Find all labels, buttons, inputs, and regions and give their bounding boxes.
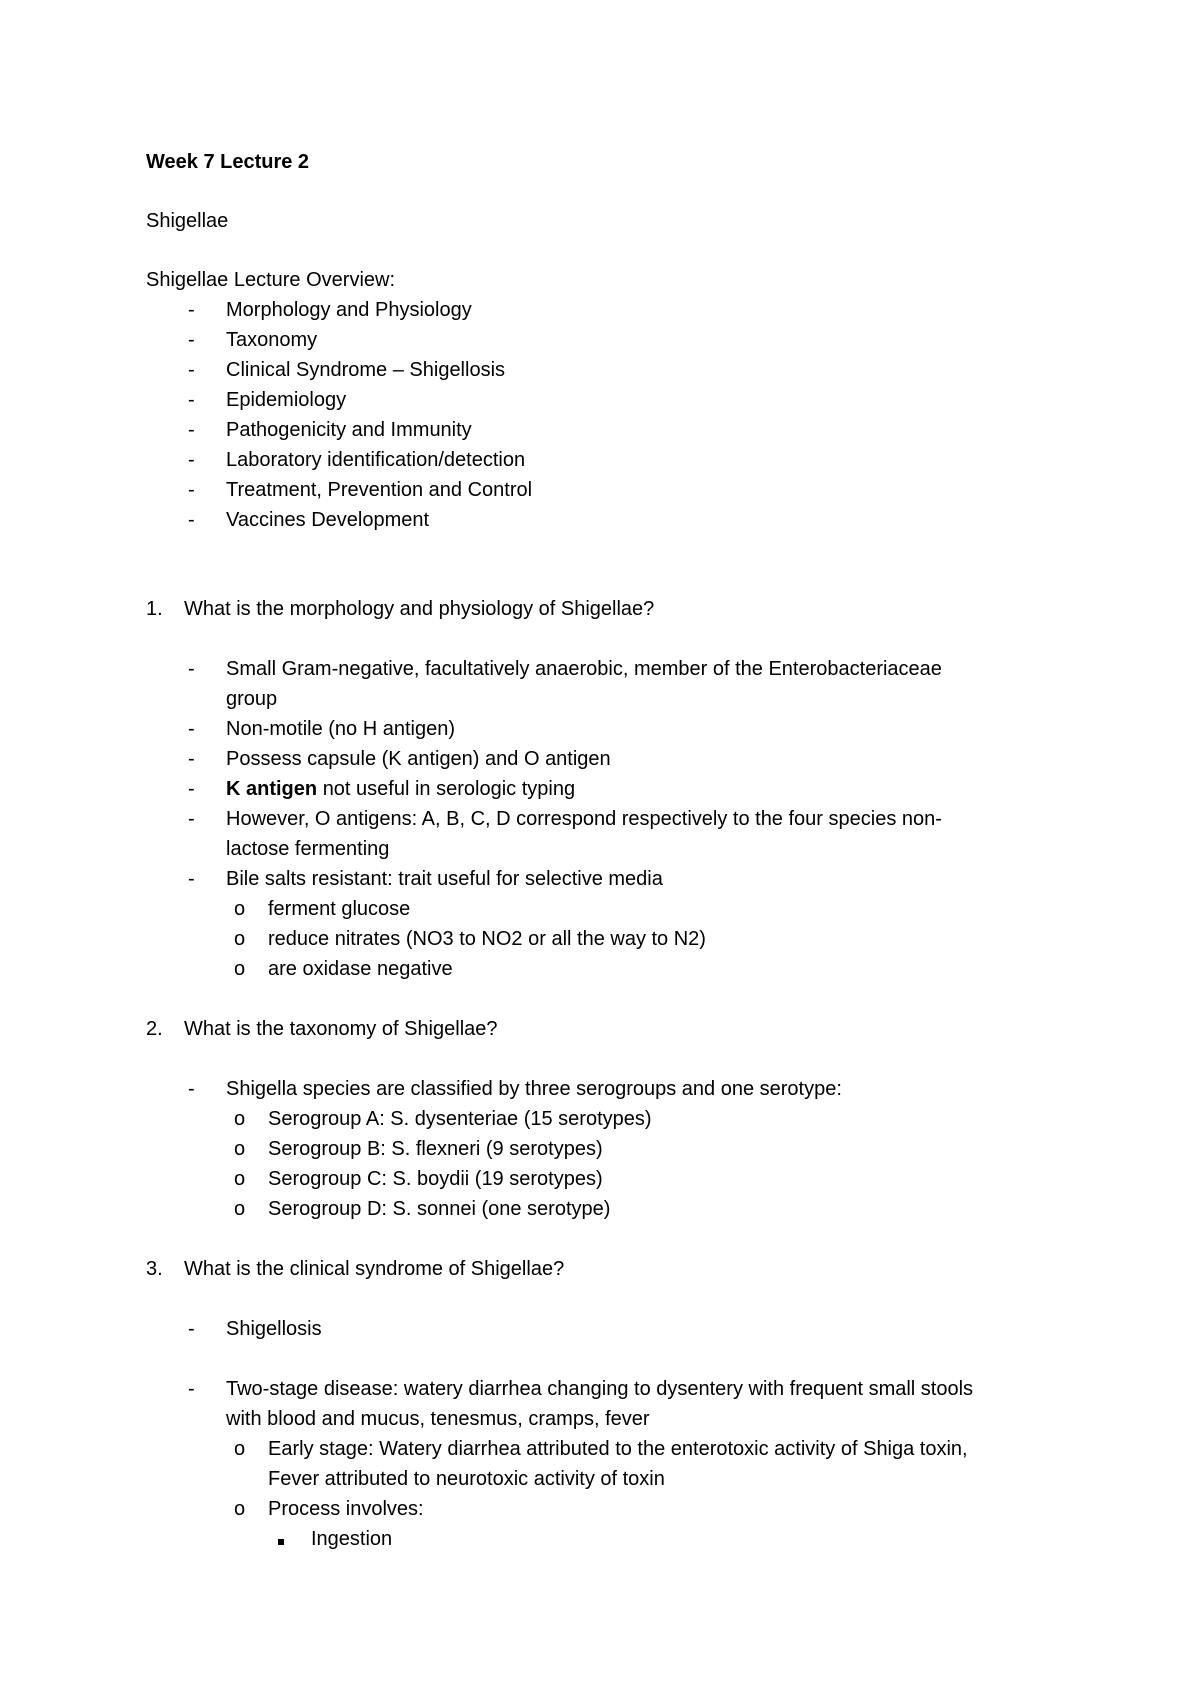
dash-bullet: -	[188, 419, 195, 441]
square-bullet	[278, 1524, 284, 1554]
list-item: Possess capsule (K antigen) and O antigen	[226, 748, 611, 770]
list-item: Taxonomy	[226, 329, 318, 351]
list-item: Pathogenicity and Immunity	[226, 419, 472, 441]
dash-bullet: -	[188, 658, 195, 680]
list-item: Shigellosis	[226, 1318, 322, 1340]
dash-bullet: -	[188, 778, 195, 800]
list-item: Bile salts resistant: trait useful for selective media	[226, 868, 663, 890]
sub-sub-list-item: Ingestion	[311, 1528, 393, 1550]
dash-bullet: -	[188, 449, 195, 471]
page-title: Week 7 Lecture 2	[146, 151, 310, 173]
question-heading: What is the taxonomy of Shigellae?	[184, 1018, 498, 1040]
dash-bullet: -	[188, 299, 195, 321]
circle-bullet: o	[234, 1108, 246, 1130]
dash-bullet: -	[188, 868, 195, 890]
dash-bullet: -	[188, 1378, 195, 1400]
list-item-continuation: with blood and mucus, tenesmus, cramps, fever	[226, 1408, 650, 1430]
circle-bullet: o	[234, 1498, 246, 1520]
dash-bullet: -	[188, 359, 195, 381]
sub-list-item: Serogroup A: S. dysenteriae (15 serotypes)	[268, 1108, 652, 1130]
sub-list-item: Early stage: Watery diarrhea attributed to the enterotoxic activity of Shiga toxin,	[268, 1438, 968, 1460]
dash-bullet: -	[188, 329, 195, 351]
list-item: Epidemiology	[226, 389, 347, 411]
sub-list-item: are oxidase negative	[268, 958, 453, 980]
sub-list-item: ferment glucose	[268, 898, 411, 920]
question-number: 1.	[146, 598, 163, 620]
dash-bullet: -	[188, 808, 195, 830]
circle-bullet: o	[234, 1198, 246, 1220]
list-item: Shigella species are classified by three serogroups and one serotype:	[226, 1078, 842, 1100]
dash-bullet: -	[188, 389, 195, 411]
section-subtitle: Shigellae	[146, 210, 229, 232]
list-item: However, O antigens: A, B, C, D correspond respectively to the four species non-	[226, 808, 942, 830]
list-item: Vaccines Development	[226, 509, 430, 531]
list-item: Small Gram-negative, facultatively anaerobic, member of the Enterobacteriaceae	[226, 658, 942, 680]
list-item: Two-stage disease: watery diarrhea changing to dysentery with frequent small stools	[226, 1378, 974, 1400]
list-item-text: not useful in serologic typing	[322, 778, 576, 800]
k-antigen-term: K antigen	[226, 778, 318, 800]
dash-bullet: -	[188, 1318, 195, 1340]
overview-heading: Shigellae Lecture Overview:	[146, 269, 396, 291]
list-item: Morphology and Physiology	[226, 299, 472, 321]
list-item-continuation: lactose fermenting	[226, 838, 390, 860]
dash-bullet: -	[188, 748, 195, 770]
sub-list-item: Serogroup B: S. flexneri (9 serotypes)	[268, 1138, 603, 1160]
circle-bullet: o	[234, 928, 246, 950]
circle-bullet: o	[234, 1138, 246, 1160]
dash-bullet: -	[188, 509, 195, 531]
question-number: 3.	[146, 1258, 163, 1280]
dash-bullet: -	[188, 718, 195, 740]
circle-bullet: o	[234, 1438, 246, 1460]
list-item: Non-motile (no H antigen)	[226, 718, 455, 740]
dash-bullet: -	[188, 1078, 195, 1100]
sub-list-item: Serogroup C: S. boydii (19 serotypes)	[268, 1168, 603, 1190]
question-heading: What is the clinical syndrome of Shigellae?	[184, 1258, 565, 1280]
list-item: Laboratory identification/detection	[226, 449, 526, 471]
circle-bullet: o	[234, 898, 246, 920]
question-number: 2.	[146, 1018, 163, 1040]
list-item-continuation: group	[226, 688, 278, 710]
question-heading: What is the morphology and physiology of Shigellae?	[184, 598, 655, 620]
sub-list-item: Serogroup D: S. sonnei (one serotype)	[268, 1198, 611, 1220]
sub-list-item: reduce nitrates (NO3 to NO2 or all the way to N2)	[268, 928, 706, 950]
circle-bullet: o	[234, 1168, 246, 1190]
sub-list-item: Process involves:	[268, 1498, 424, 1520]
sub-list-item-continuation: Fever attributed to neurotoxic activity of toxin	[268, 1468, 665, 1490]
list-item	[226, 774, 575, 804]
circle-bullet: o	[234, 958, 246, 980]
list-item: Treatment, Prevention and Control	[226, 479, 533, 501]
list-item: Clinical Syndrome – Shigellosis	[226, 359, 506, 381]
dash-bullet: -	[188, 479, 195, 501]
